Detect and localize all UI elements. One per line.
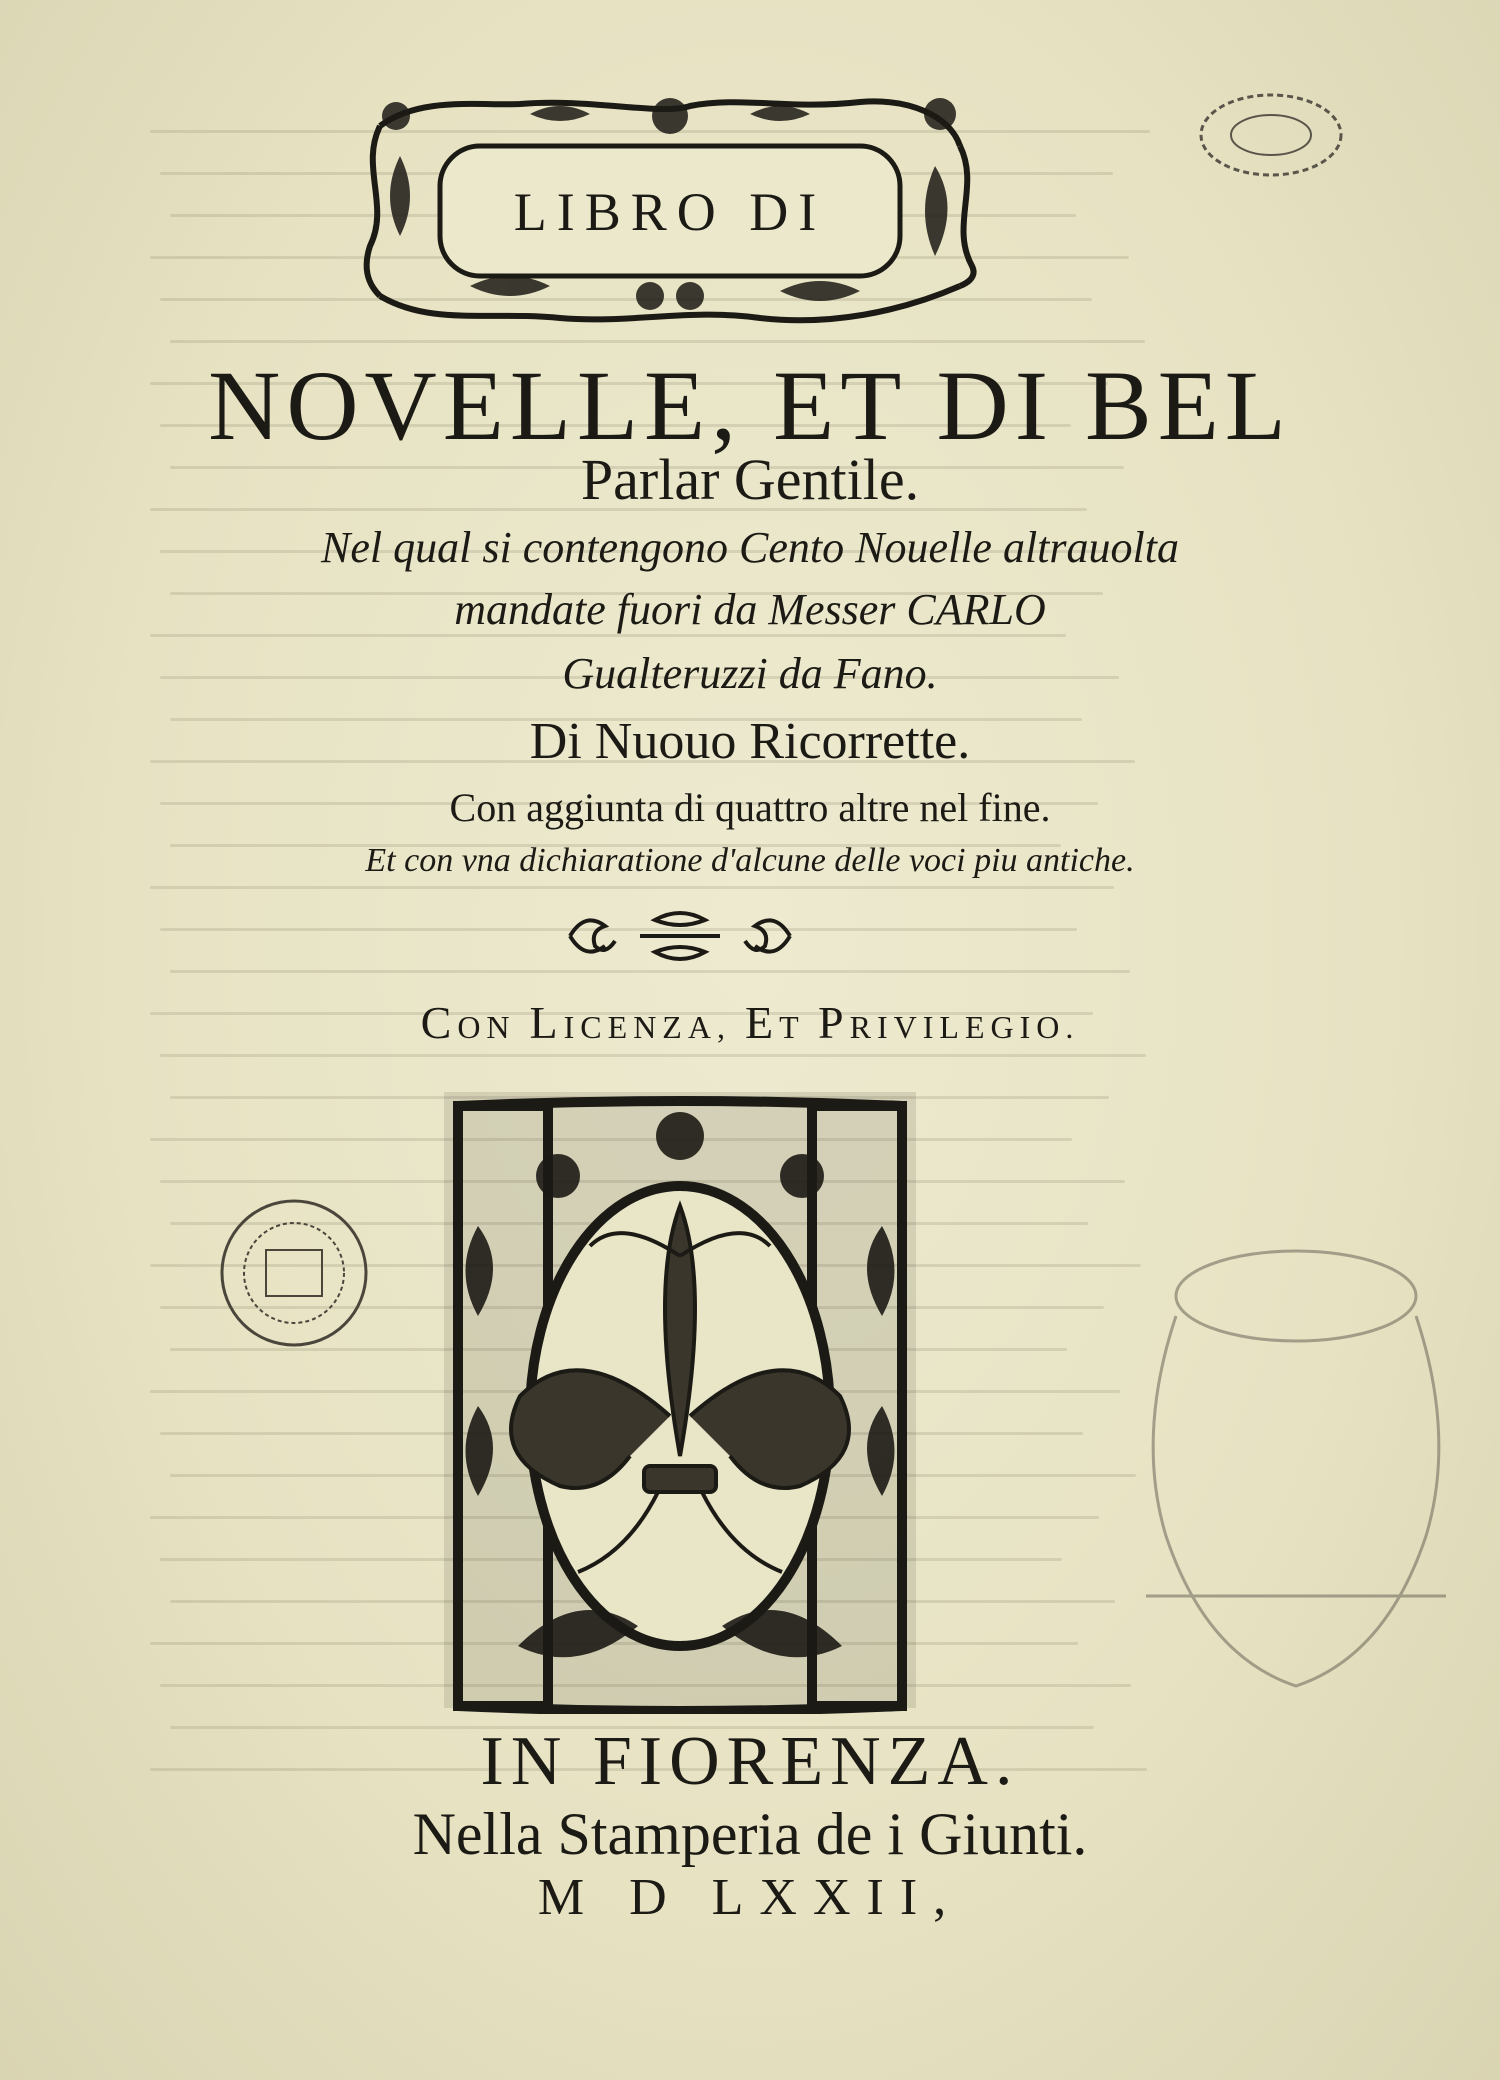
ornamental-cartouche	[360, 86, 980, 336]
library-stamp-ghost-icon	[1106, 1236, 1486, 1696]
library-stamp-right	[1106, 1236, 1486, 1701]
title-line-1: NOVELLE, ET DI BEL	[208, 350, 1292, 461]
licenza-initial-4: P	[818, 997, 850, 1048]
title-line-2: Parlar Gentile.	[580, 447, 920, 512]
subtitle-line-2: mandate fuori da Messer CARLO	[454, 585, 1046, 634]
licenza-word-2: ICENZA,	[563, 1009, 745, 1045]
year-line: M D LXXII,	[537, 1869, 963, 1926]
nuouo-line: Di Nuouo Ricorrette.	[529, 713, 971, 770]
show-through-line	[150, 886, 1114, 889]
fleuron-icon	[560, 906, 800, 966]
fleuron-ornament	[560, 906, 800, 966]
licenza-initial-2: L	[529, 997, 564, 1048]
subtitle-line-3: Gualteruzzi da Fano.	[562, 649, 938, 698]
printer-line: Nella Stamperia de i Giunti.	[412, 1801, 1088, 1867]
licenza-initial-3: E	[744, 997, 780, 1048]
printers-device-lily-icon	[438, 1086, 922, 1714]
subtitle-line-1: Nel qual si contengono Cento Nouelle altrauolta	[321, 523, 1179, 572]
show-through-line	[160, 1054, 1146, 1057]
library-stamp-left	[216, 1198, 372, 1353]
licenza-word-3: T	[779, 1009, 819, 1045]
show-through-line	[170, 970, 1130, 973]
library-stamp-top	[1196, 90, 1346, 185]
show-through-line	[170, 340, 1145, 343]
aggiunta-line: Con aggiunta di quattro altre nel fine.	[449, 785, 1051, 830]
licenza-initial-1: C	[420, 997, 458, 1048]
dichiaratione-line: Et con vna dichiaratione d'alcune delle voci piu antiche.	[365, 842, 1135, 879]
licenza-word-1: ON	[457, 1009, 530, 1045]
library-stamp-icon	[216, 1198, 372, 1348]
cartouche-label: LIBRO DI	[513, 182, 827, 242]
licenza-line	[0, 996, 1500, 1049]
library-stamp-icon	[1196, 90, 1346, 180]
printers-device	[438, 1086, 922, 1714]
city-line: IN FIORENZA.	[480, 1723, 1020, 1800]
licenza-word-4: RIVILEGIO.	[849, 1009, 1080, 1045]
